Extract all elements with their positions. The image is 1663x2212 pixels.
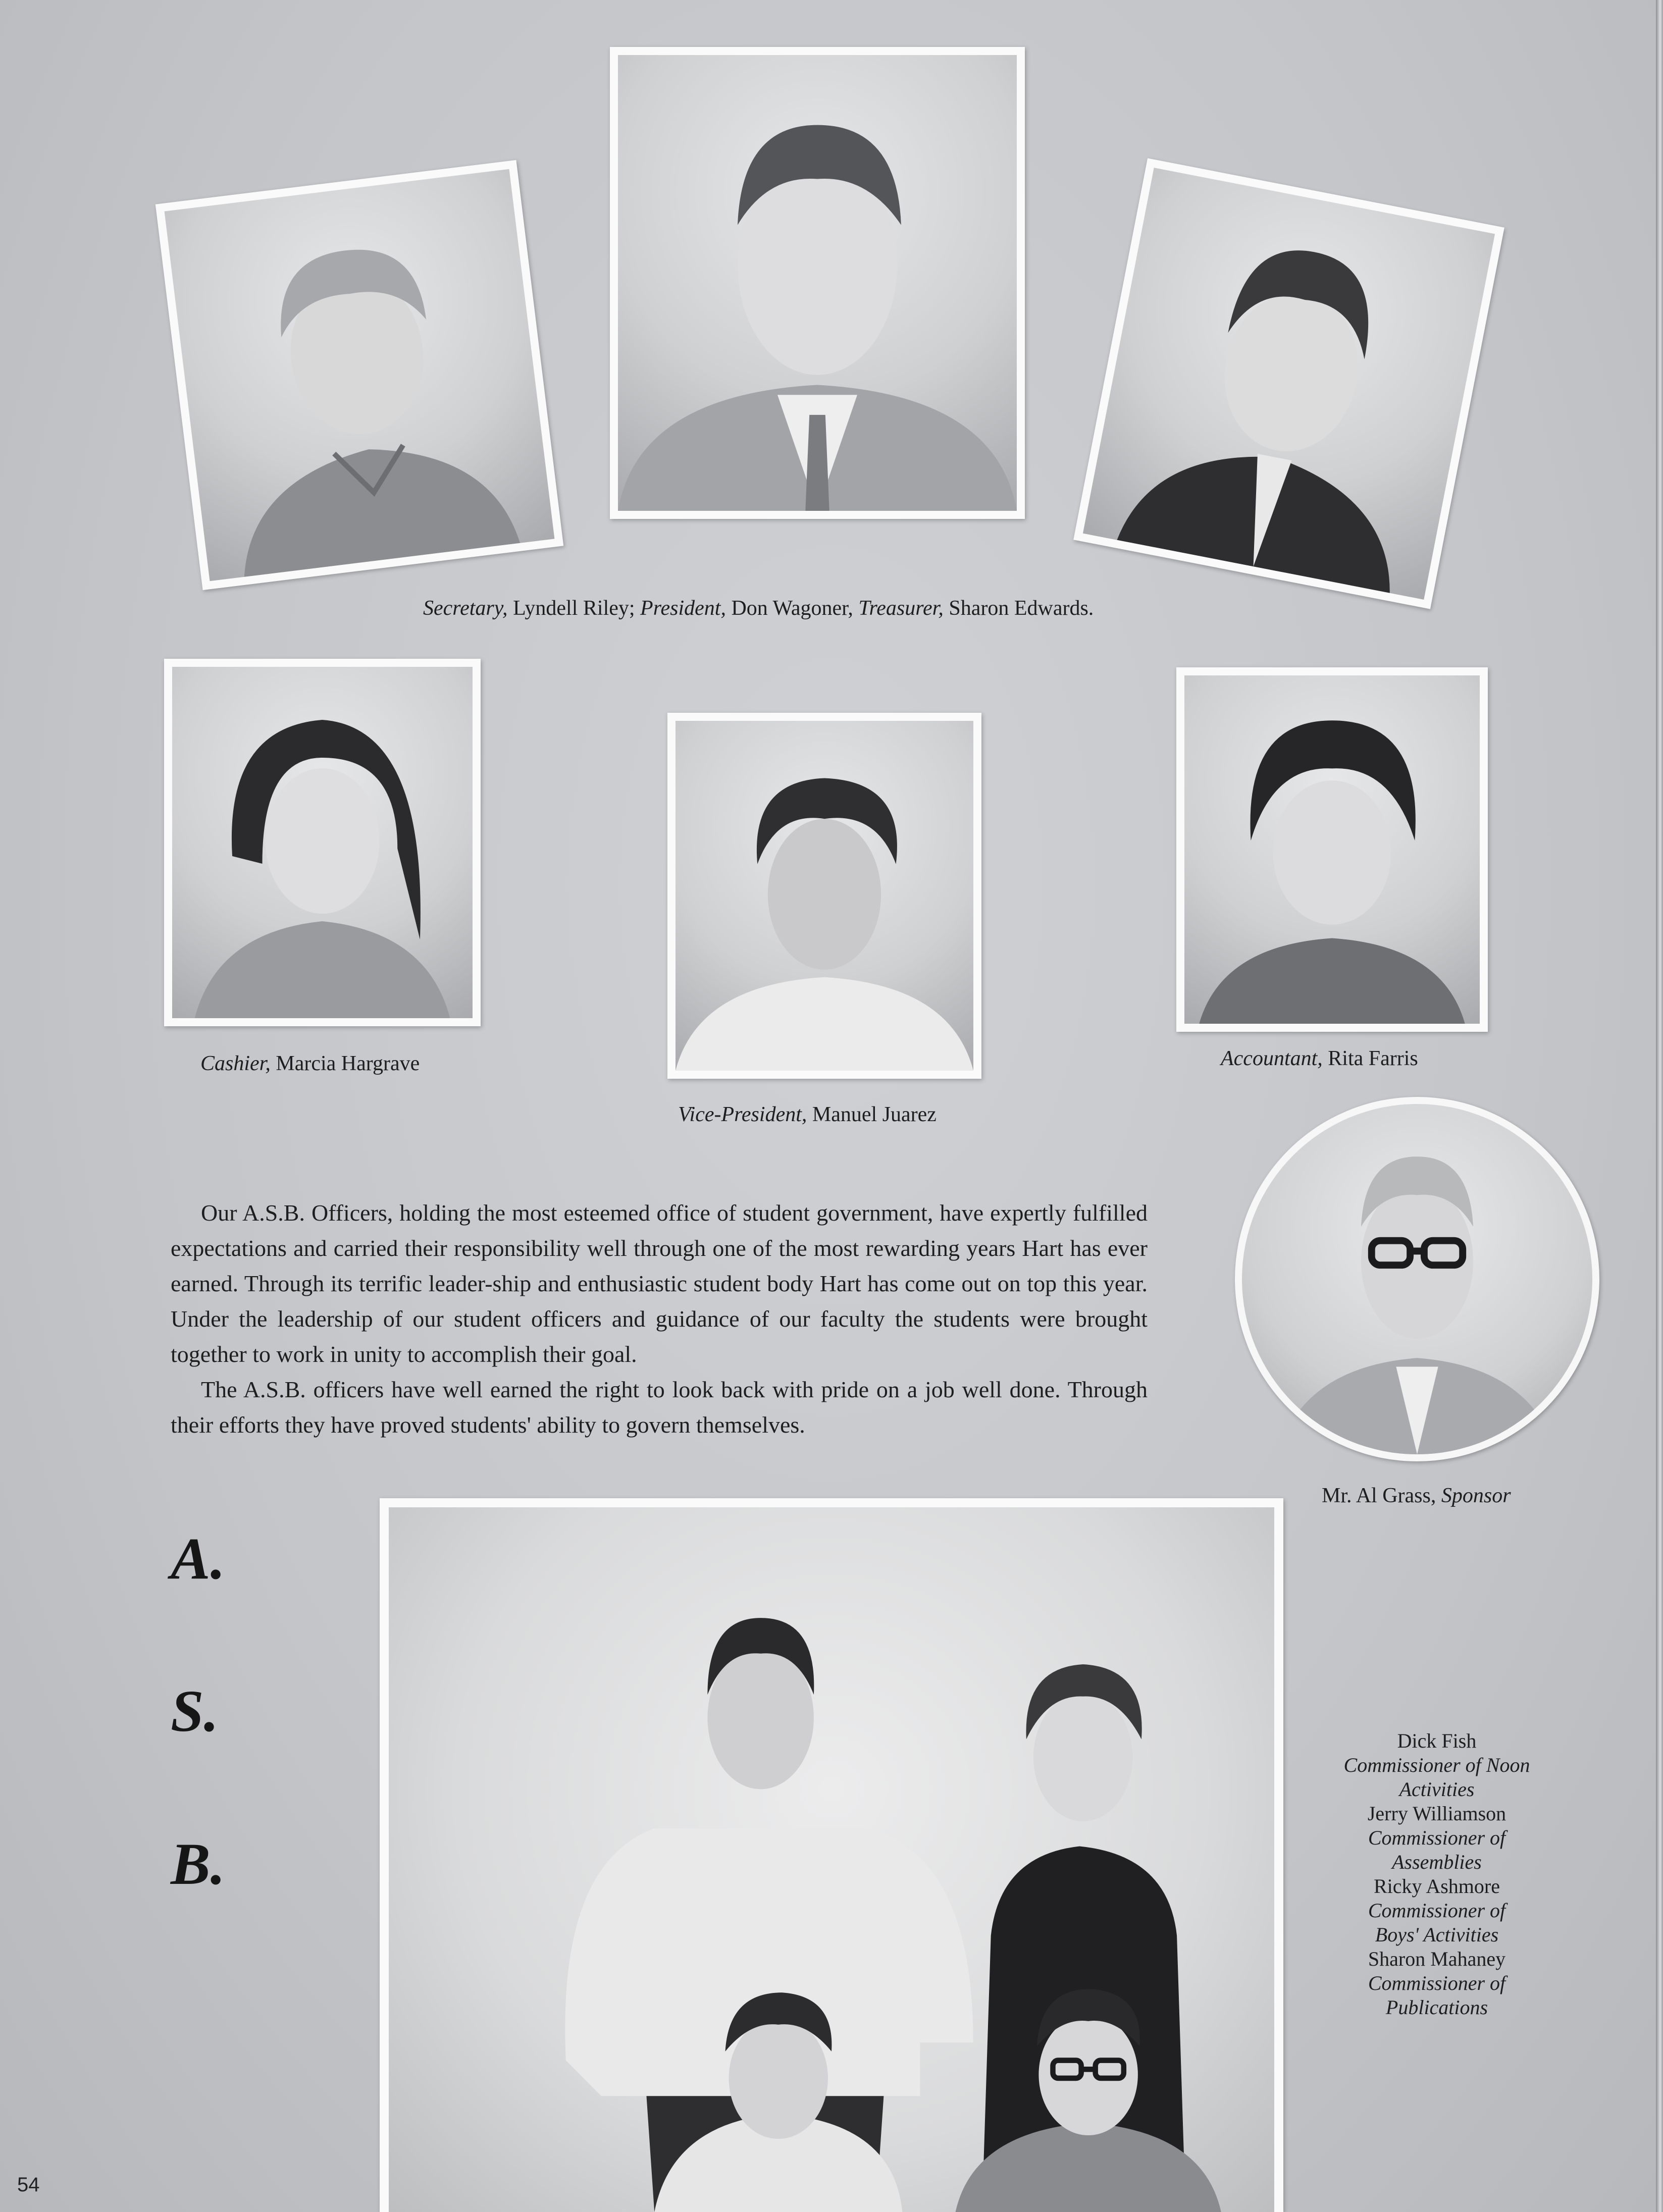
photo-secretary bbox=[155, 160, 563, 590]
commissioner-title-line: Boys' Activities bbox=[1375, 1923, 1499, 1946]
commissioner-entry bbox=[1311, 1874, 1563, 1947]
commissioner-name: Sharon Mahaney bbox=[1368, 1947, 1506, 1970]
photo-cashier bbox=[164, 659, 481, 1026]
president-title: President, bbox=[640, 597, 726, 620]
vp-title: Vice-President, bbox=[678, 1103, 807, 1126]
commissioner-title-line: Commissioner of bbox=[1368, 1972, 1506, 1994]
caption-accountant bbox=[1221, 1046, 1418, 1071]
letter-b: B. bbox=[171, 1831, 226, 1897]
treasurer-name: Sharon Edwards. bbox=[943, 597, 1094, 620]
caption-vice-president bbox=[678, 1102, 937, 1127]
accountant-name: Rita Farris bbox=[1322, 1047, 1418, 1070]
caption-cashier bbox=[200, 1051, 420, 1076]
commissioner-name: Jerry Williamson bbox=[1367, 1802, 1506, 1825]
caption-top-row bbox=[423, 596, 1094, 621]
commissioner-title-line: Commissioner of bbox=[1368, 1826, 1506, 1849]
photo-commissioners-group bbox=[380, 1498, 1283, 2212]
photo-treasurer bbox=[1073, 158, 1504, 609]
treasurer-title: Treasurer, bbox=[858, 597, 944, 620]
page-binding-edge bbox=[1656, 0, 1663, 2212]
photo-accountant bbox=[1176, 667, 1488, 1032]
letter-a: A. bbox=[171, 1525, 226, 1592]
president-name: Don Wagoner, bbox=[725, 597, 853, 620]
body-paragraph-2: The A.S.B. officers have well earned the right to look back with pride on a job well done. Through their efforts they have proved students' ability to govern themselves. bbox=[171, 1377, 1148, 1438]
photo-president bbox=[610, 47, 1025, 519]
sponsor-name: Mr. Al Grass, bbox=[1322, 1484, 1441, 1507]
commissioner-name: Ricky Ashmore bbox=[1374, 1875, 1500, 1898]
cashier-name: Marcia Hargrave bbox=[270, 1052, 420, 1075]
letter-s: S. bbox=[171, 1678, 219, 1744]
photo-sponsor bbox=[1235, 1097, 1599, 1461]
commissioners-list bbox=[1311, 1729, 1563, 2020]
commissioner-title-line: Assemblies bbox=[1392, 1851, 1482, 1873]
secretary-name: Lyndell Riley; bbox=[507, 597, 635, 620]
page-number: 54 bbox=[17, 2174, 40, 2196]
photo-vice-president bbox=[667, 713, 981, 1079]
body-paragraph-1: Our A.S.B. Officers, holding the most esteemed office of student government, have expertly fulfilled expectations and carried their responsibility well through one of the most rewarding years Hart has ever earned. Through its terrific leader-ship and enthusiastic student body Hart has come out on top this year. Under the leadership of our student officers and guidance of our faculty the students were brought together to work in unity to accomplish their goal. bbox=[171, 1200, 1148, 1367]
asb-description bbox=[171, 1195, 1148, 1443]
commissioner-entry bbox=[1311, 1729, 1563, 1802]
accountant-title: Accountant, bbox=[1221, 1047, 1323, 1070]
secretary-title: Secretary, bbox=[423, 597, 508, 620]
commissioner-title-line: Activities bbox=[1399, 1778, 1475, 1801]
commissioner-title-line: Commissioner of Noon bbox=[1343, 1754, 1530, 1776]
cashier-title: Cashier, bbox=[200, 1052, 271, 1075]
sponsor-title: Sponsor bbox=[1441, 1484, 1511, 1507]
commissioner-entry bbox=[1311, 1802, 1563, 1874]
commissioner-title-line: Commissioner of bbox=[1368, 1899, 1506, 1922]
commissioner-entry bbox=[1311, 1947, 1563, 2020]
caption-sponsor bbox=[1322, 1483, 1511, 1508]
commissioner-title-line: Publications bbox=[1385, 1996, 1488, 2019]
vp-name: Manuel Juarez bbox=[807, 1103, 937, 1126]
commissioner-name: Dick Fish bbox=[1397, 1729, 1477, 1752]
